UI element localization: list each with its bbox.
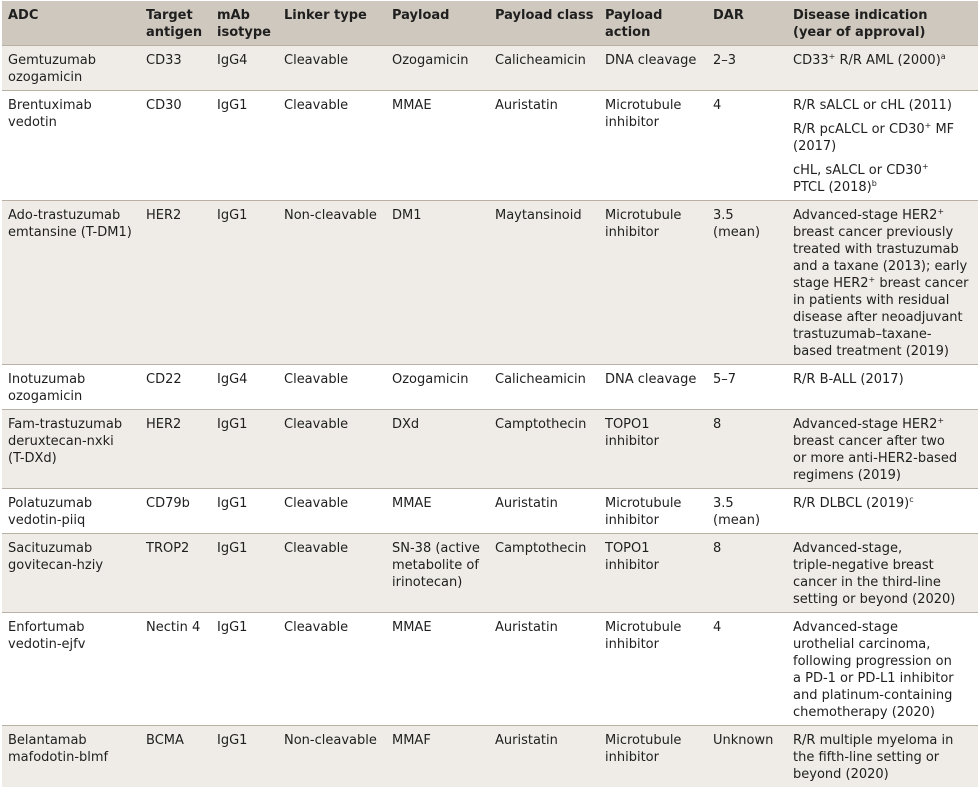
indication-text: MF [931,122,954,137]
adc-name-line: mafodotin-blmf [8,749,136,766]
cell-target-antigen [140,365,211,410]
cell-adc-name [2,365,140,410]
payload-line: DXd [392,416,485,433]
indication-text: and a taxane (2013); early [793,259,967,274]
cell-payload [386,489,489,534]
adc-name-line: Inotuzumab [8,371,136,388]
footnote-marker: + [869,275,876,284]
cell-payload-class [489,201,599,365]
header-target-antigen [140,1,211,46]
cell-target-antigen [140,201,211,365]
cell-payload-class [489,534,599,613]
dar-text: 3.5 (mean) [713,208,760,240]
cell-dar [707,46,787,91]
adc-name-line: Ado-trastuzumab [8,207,136,224]
payload-action-line: inhibitor [605,749,703,766]
payload-line: DM1 [392,207,485,224]
indication-text: Advanced-stage, [793,541,902,556]
cell-mab-isotype [211,91,278,201]
payload-class-text: Calicheamicin [495,53,586,68]
header-dar-label: DAR [713,8,744,23]
cell-payload-class [489,91,599,201]
indication-entry [793,162,974,196]
cell-payload [386,46,489,91]
header-isotype-line: mAb [217,7,273,24]
payload-action-line: Microtubule [605,495,703,512]
cell-payload-class [489,613,599,726]
indication-entry [793,52,974,69]
cell-adc-name [2,489,140,534]
payload-line: SN-38 (active [392,540,485,557]
indication-text: regimens (2019) [793,468,901,483]
indication-text: breast cancer [875,276,968,291]
adc-name-line: ozogamicin [8,388,136,405]
header-adc-label: ADC [8,8,38,23]
payload-action-line: inhibitor [605,557,703,574]
cell-mab-isotype [211,613,278,726]
cell-linker-type [278,46,386,91]
target-antigen-text: TROP2 [146,541,189,556]
adc-name-line: (T-DXd) [8,450,136,467]
cell-target-antigen [140,613,211,726]
adc-name-line: Sacituzumab [8,540,136,557]
footnote-marker: + [937,416,944,425]
cell-disease-indication [787,613,978,726]
indication-text: chemotherapy (2020) [793,705,935,720]
linker-type-text: Cleavable [284,53,348,68]
cell-payload-class [489,726,599,787]
payload-action-line: inhibitor [605,224,703,241]
cell-adc-name [2,201,140,365]
cell-mab-isotype [211,534,278,613]
payload-action-line: Microtubule [605,207,703,224]
header-linker-type [278,1,386,46]
cell-mab-isotype [211,726,278,787]
indication-text: following progression on [793,654,952,669]
cell-target-antigen [140,726,211,787]
indication-entry [793,207,974,360]
linker-type-text: Cleavable [284,620,348,635]
cell-payload-action [599,46,707,91]
target-antigen-text: CD30 [146,98,182,113]
payload-class-text: Camptothecin [495,417,586,432]
payload-action-line: Microtubule [605,732,703,749]
indication-text: R/R B-ALL (2017) [793,372,904,387]
adc-name-line: vedotin-piiq [8,512,136,529]
indication-text: beyond (2020) [793,767,889,782]
linker-type-text: Cleavable [284,417,348,432]
payload-action-line: inhibitor [605,636,703,653]
payload-line: Ozogamicin [392,52,485,69]
dar-text: 4 [713,620,721,635]
target-antigen-text: CD33 [146,53,182,68]
footnote-marker: + [925,121,932,130]
cell-payload [386,91,489,201]
dar-text: 2–3 [713,53,736,68]
cell-linker-type [278,613,386,726]
isotype-text: IgG1 [217,496,247,511]
target-antigen-text: HER2 [146,417,181,432]
table-row [2,365,978,410]
adc-name-line: Enfortumab [8,619,136,636]
cell-dar [707,410,787,489]
adc-name-line: govitecan-hziy [8,557,136,574]
payload-class-text: Auristatin [495,98,558,113]
cell-payload-class [489,489,599,534]
payload-line: MMAE [392,619,485,636]
cell-dar [707,613,787,726]
indication-entry [793,371,974,388]
cell-payload-class [489,365,599,410]
adc-name-line: vedotin-ejfv [8,636,136,653]
payload-class-text: Auristatin [495,733,558,748]
cell-disease-indication [787,534,978,613]
header-adc [2,1,140,46]
indication-text: the fifth-line setting or [793,750,939,765]
target-antigen-text: Nectin 4 [146,620,200,635]
payload-action-line: Microtubule [605,97,703,114]
cell-target-antigen [140,489,211,534]
payload-action-line: DNA cleavage [605,52,703,69]
cell-adc-name [2,91,140,201]
payload-class-text: Auristatin [495,620,558,635]
indication-text: setting or beyond (2020) [793,592,955,607]
payload-class-text: Calicheamicin [495,372,586,387]
cell-adc-name [2,613,140,726]
cell-dar [707,726,787,787]
table-row [2,534,978,613]
cell-payload-action [599,365,707,410]
adc-approvals-table [2,1,978,787]
table-row [2,201,978,365]
adc-name-line: deruxtecan-nxki [8,433,136,450]
dar-text: 3.5 (mean) [713,496,760,528]
indication-text: cancer in the third-line [793,575,941,590]
indication-text: triple-negative breast [793,558,934,573]
header-disease-line: (year of approval) [793,24,973,41]
indication-entry [793,540,974,608]
footnote-marker: + [922,162,929,171]
payload-line: metabolite of [392,557,485,574]
target-antigen-text: CD22 [146,372,182,387]
isotype-text: IgG1 [217,620,247,635]
indication-entry [793,732,974,783]
footnote-marker: + [937,207,944,216]
table-body [2,46,978,787]
payload-class-text: Auristatin [495,496,558,511]
adc-name-line: Fam-trastuzumab [8,416,136,433]
cell-linker-type [278,410,386,489]
indication-text: based treatment (2019) [793,344,949,359]
header-disease-line: Disease indication [793,7,973,24]
cell-target-antigen [140,91,211,201]
target-antigen-text: CD79b [146,496,190,511]
indication-entry [793,97,974,114]
linker-type-text: Cleavable [284,496,348,511]
table-row [2,489,978,534]
indication-text: PTCL (2018) [793,180,872,195]
cell-mab-isotype [211,489,278,534]
dar-text: 5–7 [713,372,736,387]
cell-disease-indication [787,46,978,91]
footnote-marker: b [872,179,877,188]
cell-payload-action [599,489,707,534]
indication-text: treated with trastuzumab [793,242,959,257]
table-row [2,91,978,201]
indication-text: stage HER2 [793,276,869,291]
payload-class-text: Camptothecin [495,541,586,556]
indication-text: R/R multiple myeloma in [793,733,953,748]
indication-entry [793,495,974,512]
indication-text: CD33 [793,53,829,68]
header-payload-label: Payload [392,8,450,23]
header-row [2,1,978,46]
header-payload-action [599,1,707,46]
cell-dar [707,365,787,410]
cell-disease-indication [787,91,978,201]
table-row [2,613,978,726]
header-dar [707,1,787,46]
adc-name-line: Polatuzumab [8,495,136,512]
cell-payload-action [599,534,707,613]
adc-name-line: Belantamab [8,732,136,749]
isotype-text: IgG1 [217,208,247,223]
isotype-text: IgG1 [217,733,247,748]
footnote-marker: + [829,52,836,61]
payload-class-text: Maytansinoid [495,208,582,223]
linker-type-text: Cleavable [284,98,348,113]
cell-dar [707,201,787,365]
linker-type-text: Non-cleavable [284,208,377,223]
cell-adc-name [2,410,140,489]
indication-text: or more anti-HER2-based [793,451,957,466]
header-action-line: Payload [605,7,702,24]
cell-adc-name [2,534,140,613]
dar-text: 8 [713,541,721,556]
indication-text: a PD-1 or PD-L1 inhibitor [793,671,954,686]
indication-text: Advanced-stage [793,620,898,635]
header-isotype-line: isotype [217,24,273,41]
cell-mab-isotype [211,201,278,365]
cell-payload-action [599,613,707,726]
payload-line: Ozogamicin [392,371,485,388]
cell-dar [707,489,787,534]
linker-type-text: Cleavable [284,372,348,387]
cell-mab-isotype [211,365,278,410]
indication-text: trastuzumab–taxane- [793,327,932,342]
table-row [2,410,978,489]
cell-payload-action [599,726,707,787]
table-row [2,46,978,91]
header-target-line: antigen [146,24,206,41]
header-payload [386,1,489,46]
adc-name-line: Gemtuzumab [8,52,136,69]
payload-action-line: DNA cleavage [605,371,703,388]
indication-text: R/R pcALCL or CD30 [793,122,925,137]
cell-dar [707,534,787,613]
cell-target-antigen [140,46,211,91]
cell-disease-indication [787,410,978,489]
cell-disease-indication [787,489,978,534]
indication-text: Advanced-stage HER2 [793,208,937,223]
cell-payload-class [489,410,599,489]
isotype-text: IgG1 [217,541,247,556]
indication-entry [793,121,974,155]
payload-line: irinotecan) [392,574,485,591]
indication-text: breast cancer after two [793,434,945,449]
adc-name-line: Brentuximab [8,97,136,114]
cell-payload-action [599,410,707,489]
cell-payload-class [489,46,599,91]
payload-action-line: TOPO1 [605,416,703,433]
table-row [2,726,978,787]
indication-entry [793,416,974,484]
indication-text: (2017) [793,139,836,154]
cell-dar [707,91,787,201]
payload-action-line: TOPO1 [605,540,703,557]
cell-payload [386,365,489,410]
footnote-marker: c [909,495,913,504]
cell-adc-name [2,46,140,91]
indication-text: R/R AML (2000) [835,53,940,68]
header-mab-isotype [211,1,278,46]
header-disease-indication [787,1,978,46]
isotype-text: IgG4 [217,53,247,68]
cell-linker-type [278,365,386,410]
header-payload-class [489,1,599,46]
indication-text: R/R sALCL or cHL (2011) [793,98,952,113]
cell-mab-isotype [211,46,278,91]
adc-name-line: emtansine (T-DM1) [8,224,136,241]
cell-mab-isotype [211,410,278,489]
cell-linker-type [278,201,386,365]
indication-text: urothelial carcinoma, [793,637,930,652]
isotype-text: IgG1 [217,98,247,113]
cell-linker-type [278,534,386,613]
payload-action-line: inhibitor [605,433,703,450]
cell-payload-action [599,91,707,201]
header-action-line: action [605,24,702,41]
adc-name-line: vedotin [8,114,136,131]
dar-text: 4 [713,98,721,113]
cell-linker-type [278,91,386,201]
payload-line: MMAE [392,97,485,114]
cell-disease-indication [787,726,978,787]
header-target-line: Target [146,7,206,24]
indication-text: and platinum-containing [793,688,952,703]
indication-text: Advanced-stage HER2 [793,417,937,432]
target-antigen-text: HER2 [146,208,181,223]
cell-target-antigen [140,534,211,613]
linker-type-text: Cleavable [284,541,348,556]
cell-payload [386,410,489,489]
indication-entry [793,619,974,721]
header-payload-class-label: Payload class [495,8,593,23]
footnote-marker: a [941,52,946,61]
cell-linker-type [278,726,386,787]
cell-payload [386,201,489,365]
linker-type-text: Non-cleavable [284,733,377,748]
cell-payload-action [599,201,707,365]
cell-payload [386,534,489,613]
indication-text: in patients with residual [793,293,949,308]
cell-linker-type [278,489,386,534]
cell-payload [386,613,489,726]
cell-payload [386,726,489,787]
isotype-text: IgG1 [217,417,247,432]
indication-text: cHL, sALCL or CD30 [793,163,922,178]
payload-action-line: inhibitor [605,114,703,131]
target-antigen-text: BCMA [146,733,184,748]
header-linker-label: Linker type [284,8,367,23]
adc-name-line: ozogamicin [8,69,136,86]
cell-target-antigen [140,410,211,489]
indication-text: R/R DLBCL (2019) [793,496,909,511]
cell-disease-indication [787,201,978,365]
dar-text: 8 [713,417,721,432]
indication-text: disease after neoadjuvant [793,310,963,325]
cell-adc-name [2,726,140,787]
cell-disease-indication [787,365,978,410]
payload-action-line: Microtubule [605,619,703,636]
payload-line: MMAE [392,495,485,512]
payload-line: MMAF [392,732,485,749]
dar-text: Unknown [713,733,773,748]
payload-action-line: inhibitor [605,512,703,529]
isotype-text: IgG4 [217,372,247,387]
indication-text: breast cancer previously [793,225,953,240]
